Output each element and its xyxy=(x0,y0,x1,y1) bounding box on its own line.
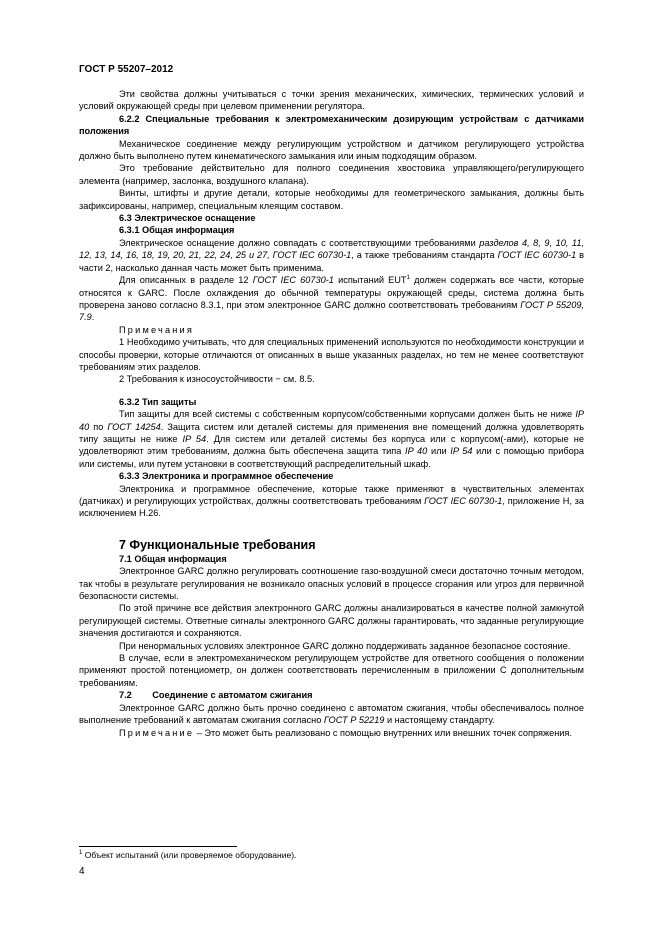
paragraph: Электронное GARC должно быть прочно соединено с автоматом сжигания, чтобы обеспечивалось полное выполнение требований к автоматам сжигания согласно ГОСТ Р 52219 и настоящему стандарту. xyxy=(79,702,584,726)
footnote: $^1$ Объект испытаний (или проверяемое оборудование). xyxy=(79,850,297,860)
paragraph: Для описанных в разделе 12 ГОСТ IEC 60730-1 испытаний EUT$^1$ должен содержать все части, которые относятся к GARC. После охлаждения до обычной температуры окружающей среды, система должна быть проверена заново согласно 8.3.1, при этом электронное GARC должно соответствовать требованиям ГОСТ Р 55209, 7.9. xyxy=(79,275,585,323)
paragraph: При ненормальных условиях электронное GARC должно поддерживать заданное безопасное состояние. xyxy=(119,640,571,651)
paragraph: По этой причине все действия электронного GARC должны анализироваться в качестве полной замкнутой регулирующей системы. Ответные сигналы электронного GARC должны гарантировать, что заданные регулирующие значения достигаются и сохраняются. xyxy=(79,603,584,639)
section-6-2-2-title: 6.2.2 Специальные требования к электромеханическим дозирующим устройствам с датчиками положения xyxy=(79,113,584,137)
section-6-3-3-title: 6.3.3 Электроника и программное обеспечение xyxy=(119,471,334,482)
note-3: Примечание – Это может быть реализовано с помощью внутренних или внешних точек сопряжения. xyxy=(119,727,572,738)
section-6-3-1-title: 6.3.1 Общая информация xyxy=(119,225,235,236)
paragraph: В случае, если в электромеханическом регулирующем устройстве для ответного сообщения о положении применяют простой потенциометр, он должен соответствовать перечисленным в приложении C дополнительным требованиям. xyxy=(79,653,584,688)
paragraph: Это требование действительно для полного соединения хвостовика управляющего/регулирующего элемента (например, заслонка, воздушного клапана). xyxy=(79,163,584,186)
paragraph: Тип защиты для всей системы с собственным корпусом/собственными корпусами должен быть не ниже IP 40 по ГОСТ 14254. Защита систем или деталей системы для применения вне помещений должна удовлетворять типу защиты не ниже IP 54. Для систем или деталей системы без корпуса или с корпусом(-ами), которые не удовлетворяют этим требованиям, должна быть обеспечена защита типа IP 40 или IP 54 или с помощью прибора или системы, или путем установки в соответствующий распределительный шкаф. xyxy=(79,409,584,469)
section-7-2-title: 7.2 Соединение с автоматом сжигания xyxy=(119,690,313,701)
note-2: 2 Требования к износоустойчивости − см. 8.5. xyxy=(119,374,315,385)
notes-label: Примечания xyxy=(119,324,195,335)
document-header: ГОСТ Р 55207–2012 xyxy=(79,64,174,75)
section-7-1-title: 7.1 Общая информация xyxy=(119,553,227,564)
document-body xyxy=(79,88,584,739)
footnote-ref: 1 xyxy=(406,275,410,282)
section-7-title: 7 Функциональные требования xyxy=(119,537,316,552)
paragraph: Электрическое оснащение должно совпадать с соответствующими требованиями разделов 4, 8, 9, 10, 11, 12, 13, 14, 16, 18, 19, 20, 21, 22, 24, 25 и 27, ГОСТ IEC 60730-1, а также требованиям стандарта ГОСТ IEC 60730-1 в части 2, насколько данная часть может быть применима. xyxy=(79,237,585,273)
note-1: 1 Необходимо учитывать, что для специальных применений используются по необходимости конструкции и способы проверки, которые отличаются от описанных в выше указанных разделах, но тем не менее соответствуют требованиям этих разделов. xyxy=(79,337,584,372)
section-6-3-title: 6.3 Электрическое оснащение xyxy=(119,213,256,224)
paragraph: Электронное GARC должно регулировать соотношение газо-воздушной смеси достаточно точным методом, так чтобы в результате регулирования не возникало опасных условий в процессе сгорания или угроз для первичной безопасности системы. xyxy=(79,566,584,602)
page-number: 4 xyxy=(79,866,85,877)
paragraph: Эти свойства должны учитываться с точки зрения механических, химических, термических условий и условий окружающей среды при целевом применении регулятора. xyxy=(79,89,584,112)
footnote-divider xyxy=(79,846,237,847)
paragraph: Винты, штифты и другие детали, которые необходимы для геометрического замыкания, должны быть зафиксированы, например, специальным клеящим составом. xyxy=(79,188,584,211)
section-6-3-2-title: 6.3.2 Тип защиты xyxy=(119,396,197,407)
paragraph: Механическое соединение между регулирующим устройством и датчиком регулирующего устройства должно быть выполнено путем кинематического замыкания или иным подходящим образом. xyxy=(79,138,584,162)
paragraph: Электроника и программное обеспечение, которые также применяют в чувствительных элементах (датчиках) и регулирующих устройствах, должны соответствовать требованиям ГОСТ IEC 60730-1, приложение H, за исключением H.26. xyxy=(79,483,584,519)
